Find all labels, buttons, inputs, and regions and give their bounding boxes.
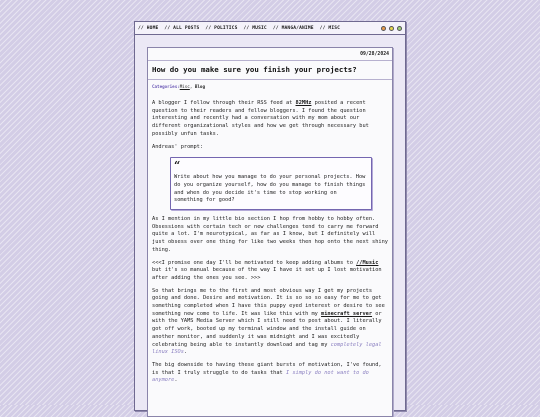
paragraph-5 bbox=[152, 288, 388, 357]
p5-text-a: So that brings me to the first and most obvious way I get my projects going and done. Desire and motivation. It is so so so easy for me to get something completed when I have this puppy eyed interest or desire to see something new come to life. It was like this with my bbox=[152, 287, 385, 317]
post-title: How do you make sure you finish your projects? bbox=[152, 65, 357, 74]
nav-misc-link[interactable]: // MISC bbox=[319, 25, 341, 31]
categories-label: Categories: bbox=[152, 84, 180, 89]
p6-text-b: . bbox=[174, 377, 178, 384]
paragraph-6 bbox=[152, 362, 388, 385]
p1-text-b: posited a recent question to their readers and fellow bloggers. I found the question interesting and recently had a conversation with my mom about our different organizational styles and how we get through necessary but possibly unfun tasks. bbox=[152, 100, 369, 137]
green-dot-icon[interactable] bbox=[397, 26, 402, 31]
main-window bbox=[134, 21, 406, 411]
p5-emphasis: completely legal linux ISOs bbox=[152, 341, 382, 356]
post-body bbox=[152, 100, 388, 385]
nav-music-link[interactable]: // MUSIC bbox=[243, 25, 267, 31]
nav-politics-link[interactable]: // POLITICS bbox=[205, 25, 238, 31]
p4-text-b: but it's so manual because of the way I have it set up I lost motivation after adding the ones you see. >>> bbox=[152, 267, 382, 281]
top-nav-bar bbox=[135, 22, 405, 35]
post-categories bbox=[152, 84, 388, 89]
nav-manga-anime-link[interactable]: // MANGA/ANIME bbox=[272, 25, 314, 31]
p5-text-b: or with the YAMS Media Server which I still need to post about. I literally got off work, booted up my terminal window and the install guide on another monitor, and suddenly it was midnight and I was excitedly celebrating being able to instantly download and tag my bbox=[152, 310, 382, 348]
p6-text-a: The big downside to having these giant bursts of motivation, I've found, is that I truly struggle to do tasks that bbox=[152, 361, 382, 376]
nav-menu bbox=[138, 26, 381, 31]
quote-text: Write about how you manage to do your personal projects. How do you organize yourself, how do you manage to finish things and when do you decide it's time to stop working on something for good? bbox=[174, 174, 366, 204]
category-blog[interactable]: Blog bbox=[194, 84, 205, 89]
p6-emphasis: I simply do not want to do anymore bbox=[152, 369, 369, 384]
window-controls bbox=[381, 26, 402, 31]
orange-dot-icon[interactable] bbox=[381, 26, 386, 31]
nav-all-posts-link[interactable]: // ALL POSTS bbox=[164, 25, 200, 31]
p5-text-c: . bbox=[183, 349, 188, 356]
prompt-quote-box bbox=[170, 157, 372, 210]
category-misc-link[interactable]: Misc bbox=[179, 84, 190, 89]
post-date: 09/28/2024 bbox=[360, 52, 389, 57]
music-link[interactable]: //Music bbox=[356, 259, 379, 266]
minecraft-server-link[interactable]: minecraft server bbox=[321, 310, 373, 317]
paragraph-1 bbox=[152, 100, 388, 139]
paragraph-3: As I mention in my little bio section I hop from hobby to hobby often. Obsessions with certain tech or new challenges tend to carry me forward quite a lot. I'm neurotypical, as far as I know, but I definitely will just obsess over one thing for like two weeks then hop onto the next shiny thing. bbox=[152, 216, 388, 253]
p4-text-a: <<<I promise one day I'll be motivated to keep adding albums to bbox=[152, 259, 357, 266]
category-separator: , bbox=[189, 84, 195, 89]
blog-post bbox=[147, 47, 393, 417]
82mhz-link[interactable]: 82MHz bbox=[295, 100, 312, 106]
nav-home-link[interactable]: // HOME bbox=[138, 25, 159, 31]
title-divider bbox=[148, 79, 392, 80]
yellow-dot-icon[interactable] bbox=[389, 26, 394, 31]
p1-text-a: A blogger I follow through their RSS feed at bbox=[152, 100, 296, 106]
paragraph-2: Andreas' prompt: bbox=[152, 143, 204, 150]
post-date-bar bbox=[148, 48, 392, 61]
paragraph-4 bbox=[152, 260, 388, 283]
quote-mark-icon: “ bbox=[174, 159, 181, 173]
